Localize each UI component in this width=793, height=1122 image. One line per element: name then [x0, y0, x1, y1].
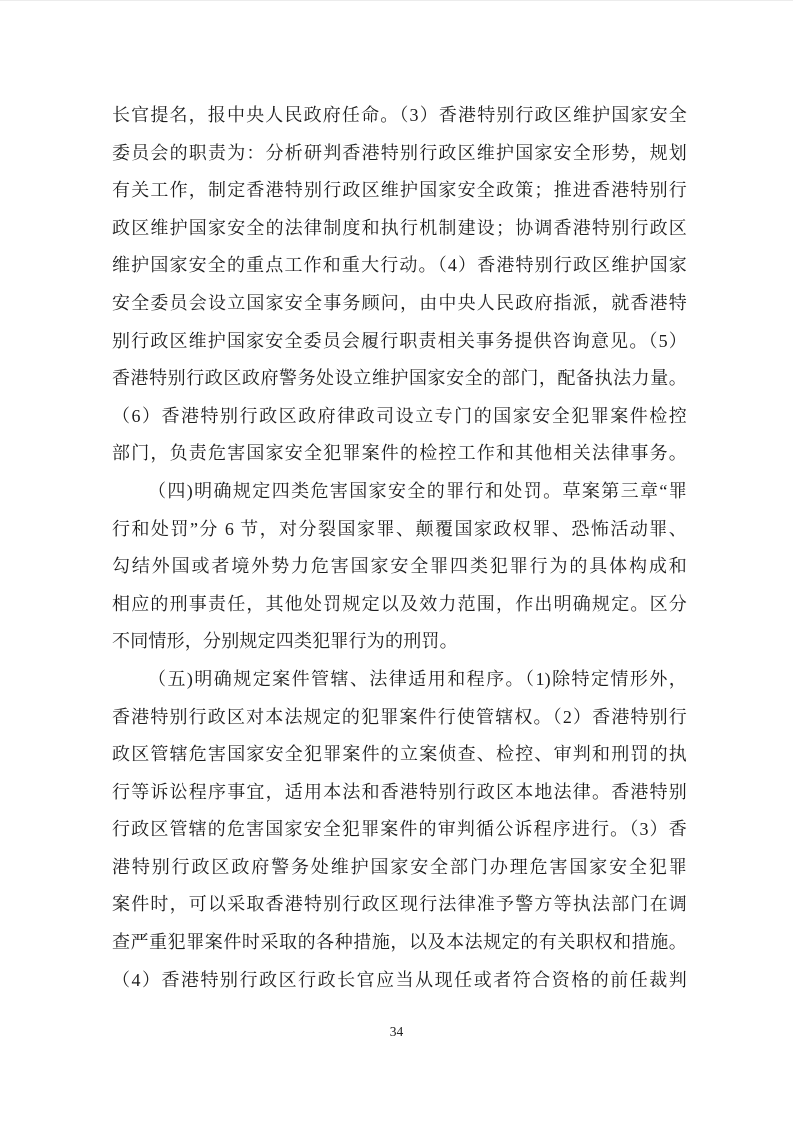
paragraph-end-line: 不同情形，分别规定四类犯罪行为的刑罚。	[112, 631, 458, 652]
paragraph-start-line: （五)明确规定案件管辖、法律适用和程序。（1)除特定情形外，	[148, 668, 687, 689]
text-line: 行等诉讼程序事宜，适用本法和香港特别行政区本地法律。香港特别	[112, 781, 687, 802]
text-line: 有关工作，制定香港特别行政区维护国家安全政策；推进香港特别行	[112, 180, 687, 201]
text-line: 维护国家安全的重点工作和重大行动。（4）香港特别行政区维护国家	[112, 255, 687, 276]
text-line: 长官提名，报中央人民政府任命。（3）香港特别行政区维护国家安全	[112, 105, 687, 125]
text-line: 安全委员会设立国家安全事务顾问，由中央人民政府指派，就香港特	[112, 292, 687, 313]
text-line: 政区管辖危害国家安全犯罪案件的立案侦查、检控、审判和刑罚的执	[112, 744, 687, 765]
text-line: 查严重犯罪案件时采取的各种措施，以及本法规定的有关职权和措施。	[112, 932, 687, 953]
text-line: 行政区管辖的危害国家安全犯罪案件的审判循公诉程序进行。（3）香	[112, 819, 687, 840]
text-line: 别行政区维护国家安全委员会履行职责相关事务提供咨询意见。（5）	[112, 330, 687, 351]
text-line: （4）香港特别行政区行政长官应当从现任或者符合资格的前任裁判	[112, 969, 687, 990]
text-line: 勾结外国或者境外势力危害国家安全罪四类犯罪行为的具体构成和	[112, 556, 687, 577]
text-line: 香港特别行政区对本法规定的犯罪案件行使管辖权。（2）香港特别行	[112, 706, 687, 727]
paragraph-start-line: （四)明确规定四类危害国家安全的罪行和处罚。草案第三章“罪	[148, 480, 687, 501]
page-number: 34	[389, 1024, 404, 1039]
text-line: 委员会的职责为：分析研判香港特别行政区维护国家安全形势，规划	[112, 142, 687, 163]
text-line: 行和处罚”分 6 节，对分裂国家罪、颠覆国家政权罪、恐怖活动罪、	[112, 518, 687, 539]
text-line: 案件时，可以采取香港特别行政区现行法律准予警方等执法部门在调	[112, 894, 687, 915]
body-text	[112, 97, 687, 999]
text-line: 部门，负责危害国家安全犯罪案件的检控工作和其他相关法律事务。	[112, 443, 687, 464]
text-line: （6）香港特别行政区政府律政司设立专门的国家安全犯罪案件检控	[112, 405, 687, 426]
text-line: 相应的刑事责任，其他处罚规定以及效力范围，作出明确规定。区分	[112, 593, 687, 614]
text-line: 港特别行政区政府警务处维护国家安全部门办理危害国家安全犯罪	[112, 856, 687, 877]
text-line: 香港特别行政区政府警务处设立维护国家安全的部门，配备执法力量。	[112, 368, 687, 389]
text-line: 政区维护国家安全的法律制度和执行机制建设；协调香港特别行政区	[112, 217, 687, 238]
